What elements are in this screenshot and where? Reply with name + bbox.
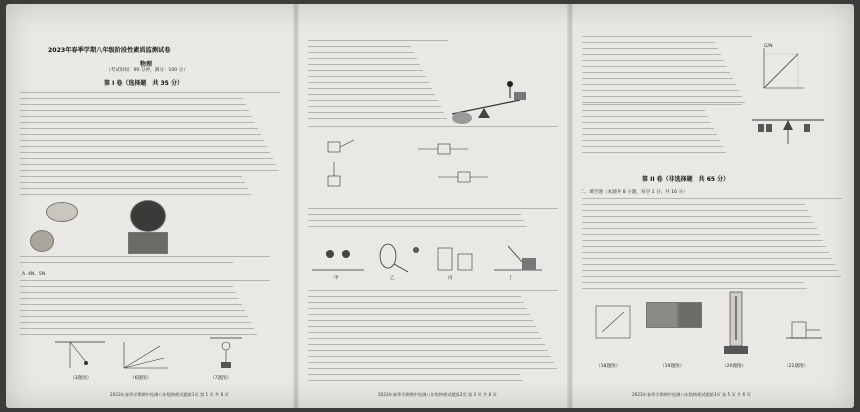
text-line xyxy=(308,208,558,209)
text-line xyxy=(20,122,255,123)
text-line xyxy=(582,270,838,271)
text-line xyxy=(582,210,808,211)
text-line xyxy=(582,60,724,61)
text-line xyxy=(308,320,533,321)
text-line xyxy=(20,92,280,93)
figure-3-pendulum xyxy=(50,340,110,370)
text-line xyxy=(582,36,752,37)
force-diagrams xyxy=(318,132,538,202)
fig-label-3: （3题图） xyxy=(70,376,92,381)
text-line xyxy=(308,308,527,309)
fill-in-title: 二、填空题（本题共 8 小题，每空 1 分，共 16 分） xyxy=(580,190,688,195)
text-line xyxy=(20,280,270,281)
text-line xyxy=(20,262,233,263)
lever-figure xyxy=(748,108,828,148)
text-line xyxy=(582,198,842,199)
text-line xyxy=(308,290,558,291)
text-line xyxy=(582,228,817,229)
text-line xyxy=(20,98,243,99)
text-line xyxy=(20,134,261,135)
q9-option: A. 4N、5N xyxy=(22,272,46,277)
graph-axis-label: G/N xyxy=(764,44,773,49)
text-line xyxy=(308,326,536,327)
text-line xyxy=(582,276,841,277)
fig-label-19: （19题图） xyxy=(660,364,685,369)
exam-page-2 xyxy=(298,4,566,408)
text-line xyxy=(582,84,736,85)
exam-info: （考试时间：90 分钟，满分：100 分） xyxy=(106,68,188,73)
text-line xyxy=(20,310,245,311)
figure-20-barometer xyxy=(722,290,752,356)
text-line xyxy=(582,146,723,147)
text-line xyxy=(582,96,742,97)
text-line xyxy=(20,328,254,329)
text-line xyxy=(308,374,520,375)
figure-19-photo xyxy=(646,302,678,328)
text-line xyxy=(582,134,717,135)
text-line xyxy=(308,296,521,297)
page1-footer: 2023年春季学期期中检测八年级物理试题第1页 第 1 页 共 6 页 xyxy=(110,392,229,397)
text-line xyxy=(582,252,829,253)
fig-label-22: （22题图） xyxy=(784,364,809,369)
text-line xyxy=(308,314,530,315)
text-line xyxy=(20,316,248,317)
coin-photo xyxy=(46,202,78,222)
text-line xyxy=(582,102,745,103)
text-line xyxy=(582,42,715,43)
page3-footer: 2023年春季学期期中检测八年级物理试题第3页 第 5 页 共 6 页 xyxy=(632,392,751,397)
text-line xyxy=(20,140,264,141)
text-line xyxy=(20,128,258,129)
text-line xyxy=(20,256,270,257)
text-line xyxy=(308,100,438,101)
figure-19-photo-2 xyxy=(678,302,702,328)
text-line xyxy=(582,240,823,241)
text-line xyxy=(582,140,720,141)
text-line xyxy=(582,152,726,153)
text-line xyxy=(20,164,276,165)
fig-label-7: （7题图） xyxy=(210,376,232,381)
exam-page-3 xyxy=(572,4,850,408)
figure-7-pulley xyxy=(206,336,246,370)
text-line xyxy=(308,350,548,351)
text-line xyxy=(20,334,257,335)
text-line xyxy=(582,54,721,55)
text-line xyxy=(20,170,279,171)
text-line xyxy=(308,226,527,227)
text-line xyxy=(20,176,242,177)
section-2-title: 第 II 卷（非选择题 共 65 分） xyxy=(642,176,730,183)
text-line xyxy=(308,58,417,59)
text-line xyxy=(20,292,236,293)
text-line xyxy=(308,70,423,71)
text-line xyxy=(582,216,811,217)
text-line xyxy=(582,246,826,247)
exam-page-1 xyxy=(10,4,292,408)
text-line xyxy=(582,110,705,111)
text-line xyxy=(308,112,444,113)
tyre-photo xyxy=(130,200,166,232)
fig-jia: 甲 xyxy=(334,276,339,281)
text-line xyxy=(582,104,742,105)
text-line xyxy=(582,222,814,223)
text-line xyxy=(308,302,524,303)
subject-title: 物理 xyxy=(140,61,153,68)
text-line xyxy=(20,188,248,189)
weight-mass-graph xyxy=(758,44,808,94)
text-line xyxy=(20,304,242,305)
section-1-title: 第 I 卷（选择题 共 35 分） xyxy=(104,80,183,87)
text-line xyxy=(20,152,270,153)
figure-22-block xyxy=(784,304,824,344)
fig-label-20: （20题图） xyxy=(722,364,747,369)
text-line xyxy=(582,72,730,73)
text-line xyxy=(308,338,542,339)
text-line xyxy=(582,234,820,235)
text-line xyxy=(308,40,448,41)
text-line xyxy=(582,264,835,265)
text-line xyxy=(582,204,805,205)
text-line xyxy=(308,332,539,333)
text-line xyxy=(308,356,551,357)
exam-sheet xyxy=(6,4,854,408)
text-line xyxy=(582,288,807,289)
page2-footer: 2023年春季学期期中检测八年级物理试题第2页 第 3 页 共 6 页 xyxy=(378,392,497,397)
text-line xyxy=(582,116,708,117)
text-line xyxy=(308,64,420,65)
text-line xyxy=(582,122,711,123)
text-line xyxy=(20,110,249,111)
text-line xyxy=(308,52,414,53)
text-line xyxy=(20,322,251,323)
fig-label-18: （18题图） xyxy=(596,364,621,369)
text-line xyxy=(308,88,432,89)
seesaw-figure xyxy=(448,74,528,134)
fig-yi: 乙 xyxy=(390,276,395,281)
text-line xyxy=(20,158,273,159)
text-line xyxy=(20,298,239,299)
text-line xyxy=(308,362,554,363)
text-line xyxy=(20,286,233,287)
text-line xyxy=(308,220,524,221)
bearing-photo xyxy=(30,230,54,252)
text-line xyxy=(582,128,714,129)
text-line xyxy=(308,106,441,107)
exam-title: 2023年春季学期八年级阶段性素质监测试卷 xyxy=(48,47,171,54)
text-line xyxy=(20,146,267,147)
text-line xyxy=(308,46,411,47)
text-line xyxy=(20,104,246,105)
text-line xyxy=(308,344,545,345)
text-line xyxy=(308,76,426,77)
fig-bing: 丙 xyxy=(448,276,453,281)
text-line xyxy=(582,90,739,91)
bicycle-photo xyxy=(128,232,168,254)
figure-18-scene xyxy=(594,304,634,344)
four-figures xyxy=(308,236,548,276)
text-line xyxy=(582,282,804,283)
text-line xyxy=(308,380,523,381)
text-line xyxy=(308,118,447,119)
text-line xyxy=(20,116,252,117)
fig-label-6: （6题图） xyxy=(130,376,152,381)
figure-6-graph xyxy=(120,340,170,370)
text-line xyxy=(308,214,521,215)
text-line xyxy=(582,66,727,67)
text-line xyxy=(20,182,245,183)
fig-ding: 丁 xyxy=(508,276,513,281)
text-line xyxy=(582,78,733,79)
text-line xyxy=(308,94,435,95)
text-line xyxy=(308,368,557,369)
text-line xyxy=(582,258,832,259)
text-line xyxy=(308,82,429,83)
text-line xyxy=(582,48,718,49)
text-line xyxy=(20,194,251,195)
